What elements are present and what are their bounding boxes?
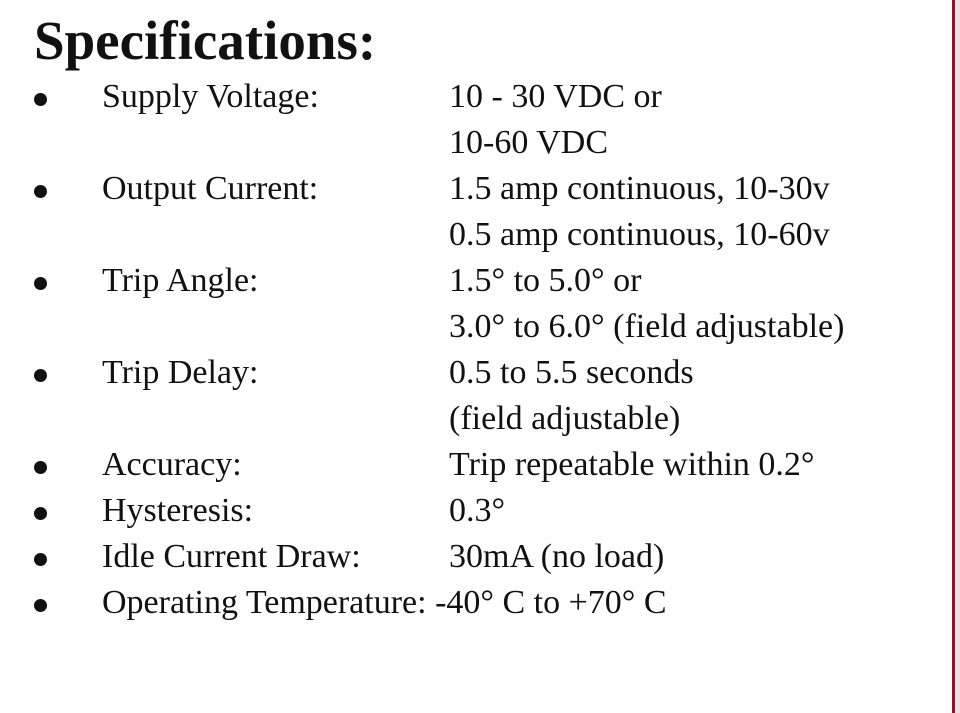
spec-label: Idle Current Draw: — [102, 538, 361, 575]
spec-item-accuracy — [0, 442, 952, 488]
bullet-icon — [34, 369, 47, 382]
spec-value: 0.3° — [449, 492, 506, 529]
bullet-icon — [34, 185, 47, 198]
spec-item-operating-temperature — [0, 580, 952, 626]
spec-item-output-current — [0, 166, 952, 258]
spec-label: Supply Voltage: — [102, 78, 319, 115]
spec-value: 1.5 amp continuous, 10-30v — [449, 170, 830, 207]
spec-value: 10 - 30 VDC or — [449, 78, 662, 115]
spec-label: Output Current: — [102, 170, 319, 207]
bullet-icon — [34, 599, 47, 612]
spec-item-trip-delay — [0, 350, 952, 442]
bullet-icon — [34, 507, 47, 520]
spec-list — [0, 74, 952, 626]
spec-item-idle-current-draw — [0, 534, 952, 580]
spec-label: Trip Delay: — [102, 354, 259, 391]
spec-text: Operating Temperature: -40° C to +70° C — [102, 584, 667, 621]
spec-item-hysteresis — [0, 488, 952, 534]
spec-value: 1.5° to 5.0° or — [449, 262, 642, 299]
spec-label: Trip Angle: — [102, 262, 259, 299]
spec-value-continued: 10-60 VDC — [449, 124, 608, 161]
spec-value-continued: 0.5 amp continuous, 10-60v — [449, 216, 830, 253]
page-title: Specifications: — [34, 10, 377, 71]
spec-label: Accuracy: — [102, 446, 242, 483]
bullet-icon — [34, 93, 47, 106]
spec-item-supply-voltage — [0, 74, 952, 166]
bullet-icon — [34, 553, 47, 566]
bullet-icon — [34, 277, 47, 290]
spec-value: 30mA (no load) — [449, 538, 665, 575]
bullet-icon — [34, 461, 47, 474]
spec-value-continued: (field adjustable) — [449, 400, 681, 437]
spec-value: 0.5 to 5.5 seconds — [449, 354, 694, 391]
right-border-shadow — [955, 0, 960, 713]
spec-value: Trip repeatable within 0.2° — [449, 446, 815, 483]
spec-label: Hysteresis: — [102, 492, 254, 529]
spec-value-continued: 3.0° to 6.0° (field adjustable) — [449, 308, 845, 345]
spec-item-trip-angle — [0, 258, 952, 350]
